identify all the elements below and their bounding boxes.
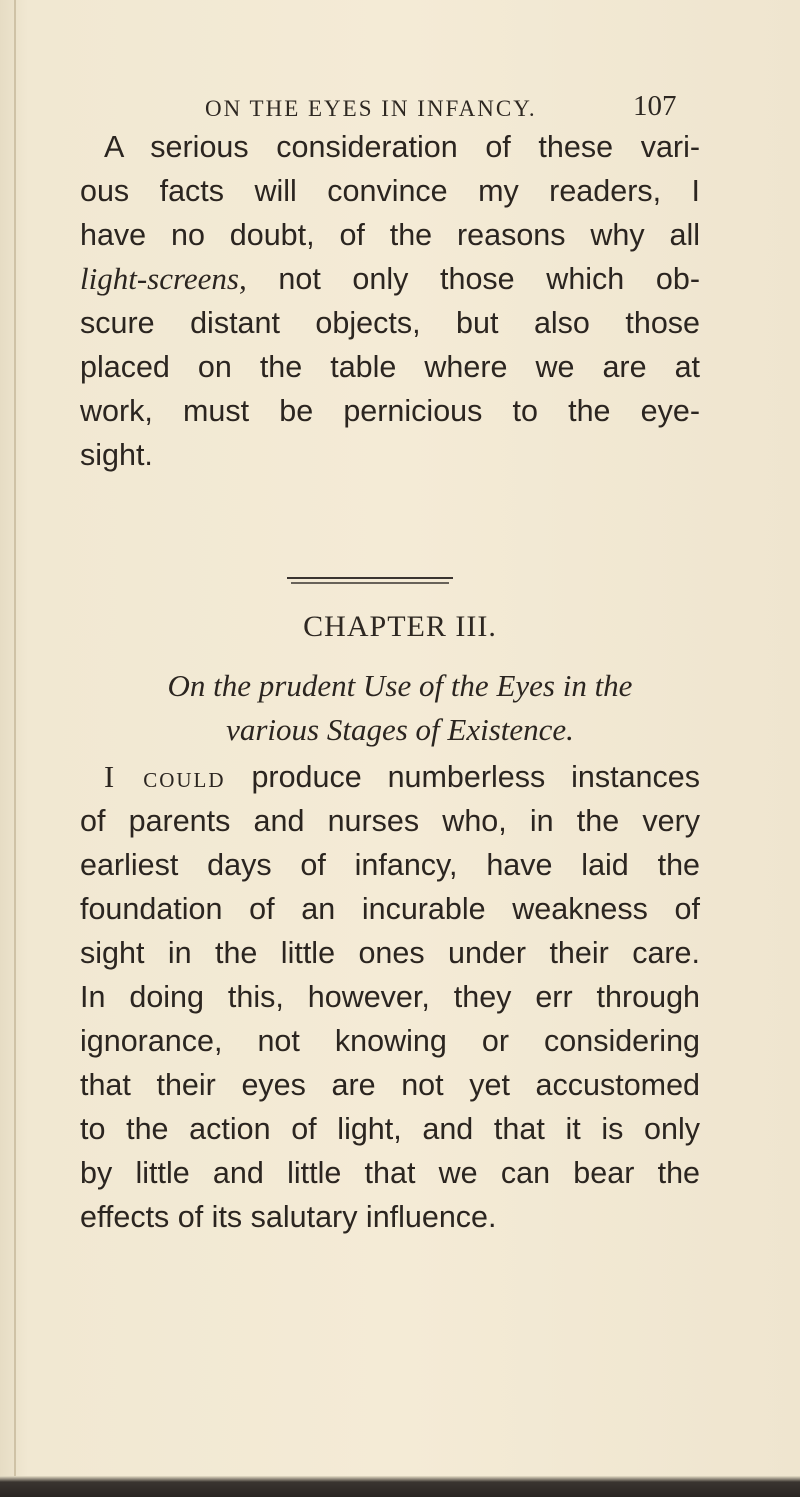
text-line: sight in the little ones under their care. [80,936,700,970]
text-line: earliest days of infancy, have laid the [80,848,700,882]
text-line-rest: not only those which ob- [278,262,700,296]
page-header [205,90,695,130]
text-line-with-smallcaps [80,755,700,799]
text-line: work, must be pernicious to the eye- [80,394,700,428]
chapter-heading: CHAPTER III. [303,610,497,643]
text-line: placed on the table where we are at [80,350,700,384]
text-line: to the action of light, and that it is only [80,1112,700,1146]
text-line-with-italic [80,257,700,301]
chapter-subtitle [0,664,800,752]
text-line: In doing this, however, they err through [80,980,700,1014]
text-line: that their eyes are not yet accustomed [80,1068,700,1102]
opening-words: I could [104,760,226,794]
text-line: ous facts will convince my readers, I [80,174,700,208]
text-line: scure distant objects, but also those [80,306,700,340]
text-line: of parents and nurses who, in the very [80,804,700,838]
text-line: A serious consideration of these vari- [104,130,700,164]
paragraph-1 [80,125,700,477]
text-line: ignorance, not knowing or considering [80,1024,700,1058]
text-line: foundation of an incurable weakness of [80,892,700,926]
chapter-divider-rule [285,575,455,587]
text-line: effects of its salutary influence. [80,1200,497,1234]
chapter-subtitle-line: On the prudent Use of the Eyes in the [167,668,633,703]
scan-bottom-edge [0,1476,800,1497]
text-line: have no doubt, of the reasons why all [80,218,700,252]
running-head: ON THE EYES IN INFANCY. [205,96,537,121]
text-line: by little and little that we can bear the [80,1156,700,1190]
page-number: 107 [633,90,677,122]
text-line-rest: produce numberless instances [251,760,700,794]
italic-term: light-screens, [80,261,247,296]
chapter-subtitle-line: various Stages of Existence. [226,712,574,747]
text-line: sight. [80,438,153,472]
paragraph-2 [80,755,700,1239]
